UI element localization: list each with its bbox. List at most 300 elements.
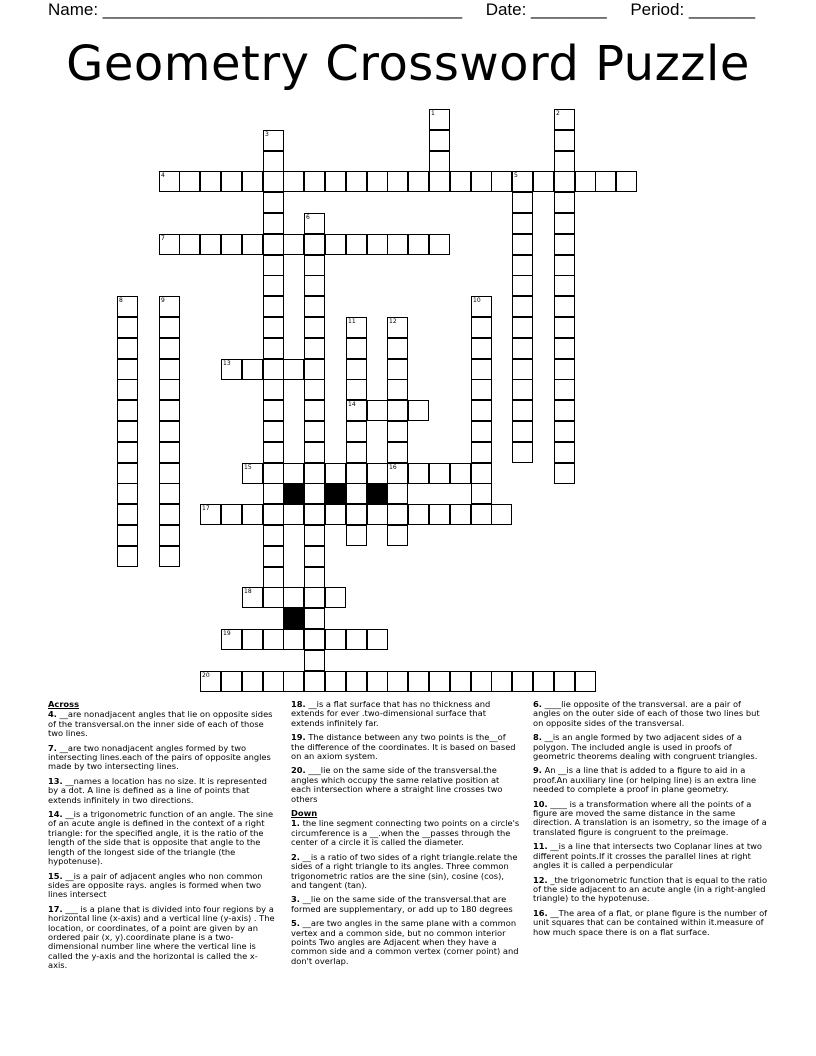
grid-cell[interactable]	[304, 504, 325, 525]
grid-cell[interactable]	[471, 421, 492, 442]
grid-cell[interactable]	[221, 671, 242, 692]
grid-cell[interactable]	[304, 255, 325, 276]
grid-cell[interactable]	[159, 421, 180, 442]
grid-cell[interactable]	[117, 296, 138, 317]
clue-number: 15	[244, 464, 252, 471]
down-clue	[533, 842, 768, 870]
grid-cell[interactable]	[408, 400, 429, 421]
across-clue	[48, 710, 276, 738]
grid-cell[interactable]	[471, 171, 492, 192]
grid-cell[interactable]	[512, 421, 533, 442]
grid-cell[interactable]	[387, 338, 408, 359]
clues-column-2	[291, 700, 521, 971]
down-clue	[533, 876, 768, 904]
grid-cell[interactable]	[429, 504, 450, 525]
grid-cell[interactable]	[367, 671, 388, 692]
grid-cell[interactable]	[554, 671, 575, 692]
grid-cell[interactable]	[117, 400, 138, 421]
clue-number: 1.	[291, 818, 300, 829]
clue-number: 8	[119, 297, 123, 304]
grid-cell[interactable]	[263, 463, 284, 484]
grid-cell[interactable]	[304, 317, 325, 338]
grid-cell[interactable]	[491, 504, 512, 525]
grid-cell[interactable]	[346, 317, 367, 338]
clue-number: 13.	[48, 775, 63, 786]
grid-cell[interactable]	[159, 338, 180, 359]
grid-cell[interactable]	[471, 671, 492, 692]
grid-cell[interactable]	[242, 671, 263, 692]
down-clue	[533, 733, 768, 761]
clue-number: 4.	[48, 709, 57, 720]
grid-cell[interactable]	[159, 234, 180, 255]
grid-cell[interactable]	[159, 463, 180, 484]
clue-text: __is a ratio of two sides of a right triangle.relate the sides of a right triangle to its angles. Three common trigonometric ratios are the sine (sin), cosine (cos), and tangent (tan).	[291, 851, 518, 890]
grid-cell[interactable]	[283, 587, 304, 608]
blocked-cell	[325, 483, 346, 504]
grid-cell[interactable]	[471, 338, 492, 359]
clue-number: 3.	[291, 894, 300, 905]
grid-cell[interactable]	[554, 109, 575, 130]
grid-cell[interactable]	[304, 275, 325, 296]
grid-cell[interactable]	[221, 359, 242, 380]
clue-text: __The area of a flat, or plane figure is the number of unit squares that can be contained within it.measure of how much space there is on a flat surface.	[533, 907, 768, 937]
grid-cell[interactable]	[554, 379, 575, 400]
down-clue-list	[291, 819, 521, 966]
grid-cell[interactable]	[304, 338, 325, 359]
grid-cell[interactable]	[325, 587, 346, 608]
grid-cell[interactable]	[159, 525, 180, 546]
grid-cell[interactable]	[346, 525, 367, 546]
grid-cell[interactable]	[304, 546, 325, 567]
clue-text: __are two angles in the same plane with a common vertex and a common side, but no common interior points Two angles are Adjacent when they have a common side and a common vertex (corner point) and don't overlap.	[291, 918, 519, 966]
grid-cell[interactable]	[263, 504, 284, 525]
grid-cell[interactable]	[283, 234, 304, 255]
grid-cell[interactable]	[263, 567, 284, 588]
grid-cell[interactable]	[512, 338, 533, 359]
grid-cell[interactable]	[429, 671, 450, 692]
grid-cell[interactable]	[117, 463, 138, 484]
grid-cell[interactable]	[304, 608, 325, 629]
grid-cell[interactable]	[159, 379, 180, 400]
grid-cell[interactable]	[325, 671, 346, 692]
grid-cell[interactable]	[367, 463, 388, 484]
down-clue	[533, 700, 768, 728]
grid-cell[interactable]	[263, 442, 284, 463]
grid-cell[interactable]	[117, 442, 138, 463]
grid-cell[interactable]	[263, 421, 284, 442]
grid-cell[interactable]	[554, 463, 575, 484]
grid-cell[interactable]	[554, 338, 575, 359]
grid-cell[interactable]	[346, 483, 367, 504]
grid-cell[interactable]	[304, 483, 325, 504]
grid-cell[interactable]	[283, 359, 304, 380]
grid-cell[interactable]	[283, 504, 304, 525]
clue-text: __is a flat surface that has no thickness and extends for ever .two-dimensional surface that extends infinitely far.	[291, 699, 491, 728]
grid-cell[interactable]	[304, 359, 325, 380]
grid-cell[interactable]	[533, 671, 554, 692]
grid-cell[interactable]	[117, 421, 138, 442]
grid-cell[interactable]	[491, 171, 512, 192]
grid-cell[interactable]	[512, 255, 533, 276]
grid-cell[interactable]	[554, 234, 575, 255]
grid-cell[interactable]	[179, 171, 200, 192]
grid-cell[interactable]	[304, 463, 325, 484]
grid-cell[interactable]	[242, 504, 263, 525]
grid-cell[interactable]	[429, 171, 450, 192]
grid-cell[interactable]	[263, 546, 284, 567]
grid-cell[interactable]	[512, 192, 533, 213]
grid-cell[interactable]	[304, 234, 325, 255]
grid-cell[interactable]	[117, 317, 138, 338]
grid-cell[interactable]	[283, 671, 304, 692]
grid-cell[interactable]	[117, 483, 138, 504]
clue-text: _the trigonometric function that is equal to the ratio of the side adjacent to an acute angle (in a right-angled triangle) to the hypotenuse.	[533, 874, 768, 904]
clue-text: An __is a line that is added to a figure to aid in a proof.An auxiliary line (or helping line) is an extra line needed to complete a proof in plane geometry.	[533, 765, 757, 795]
clue-number: 19.	[291, 732, 306, 743]
blocked-cell	[367, 483, 388, 504]
grid-cell[interactable]	[159, 504, 180, 525]
grid-cell[interactable]	[263, 296, 284, 317]
clue-number: 9.	[533, 765, 542, 776]
grid-cell[interactable]	[346, 338, 367, 359]
grid-cell[interactable]	[263, 338, 284, 359]
grid-cell[interactable]	[200, 234, 221, 255]
grid-cell[interactable]	[242, 234, 263, 255]
clue-text: ____lie opposite of the transversal. are a pair of angles on the outer side of each of those two lines but on opposite sides of the transversal.	[533, 699, 760, 728]
grid-cell[interactable]	[408, 171, 429, 192]
grid-cell[interactable]	[346, 234, 367, 255]
grid-cell[interactable]	[554, 192, 575, 213]
grid-cell[interactable]	[408, 463, 429, 484]
grid-cell[interactable]	[221, 629, 242, 650]
clue-number: 2.	[291, 851, 300, 862]
clue-text: __is a line that intersects two Coplanar lines at two different points.If it crosses the parallel lines at right angles it is called a perpendicular	[533, 841, 762, 871]
grid-cell[interactable]	[512, 400, 533, 421]
down-clue	[291, 853, 521, 891]
grid-cell[interactable]	[471, 442, 492, 463]
clue-number: 9	[161, 297, 165, 304]
blocked-cell	[283, 608, 304, 629]
grid-cell[interactable]	[117, 546, 138, 567]
grid-cell[interactable]	[512, 379, 533, 400]
grid-cell[interactable]	[429, 130, 450, 151]
grid-cell[interactable]	[554, 317, 575, 338]
period-field[interactable]: Period: _______	[630, 0, 756, 19]
grid-cell[interactable]	[304, 442, 325, 463]
grid-cell[interactable]	[429, 234, 450, 255]
clue-number: 17.	[48, 903, 63, 914]
grid-cell[interactable]	[304, 171, 325, 192]
grid-cell[interactable]	[512, 275, 533, 296]
grid-cell[interactable]	[346, 400, 367, 421]
grid-cell[interactable]	[263, 255, 284, 276]
grid-cell[interactable]	[471, 296, 492, 317]
clue-number: 3	[265, 131, 269, 138]
grid-cell[interactable]	[263, 213, 284, 234]
blocked-cell	[283, 483, 304, 504]
grid-cell[interactable]	[387, 504, 408, 525]
grid-cell[interactable]	[408, 671, 429, 692]
grid-cell[interactable]	[387, 234, 408, 255]
grid-cell[interactable]	[471, 504, 492, 525]
grid-cell[interactable]	[367, 171, 388, 192]
grid-cell[interactable]	[304, 629, 325, 650]
grid-cell[interactable]	[242, 629, 263, 650]
grid-cell[interactable]	[450, 504, 471, 525]
across-clue-list	[48, 710, 276, 970]
grid-cell[interactable]	[367, 629, 388, 650]
grid-cell[interactable]	[263, 629, 284, 650]
grid-cell[interactable]	[263, 171, 284, 192]
clue-text: ___lie on the same side of the transversal.the angles which occupy the same relative position at each intersection where a straight line crosses two others	[291, 765, 503, 804]
clue-number: 2	[556, 110, 560, 117]
grid-cell[interactable]	[346, 629, 367, 650]
across-clue	[48, 744, 276, 772]
grid-cell[interactable]	[325, 629, 346, 650]
down-clue	[291, 895, 521, 914]
grid-cell[interactable]	[471, 317, 492, 338]
grid-cell[interactable]	[304, 671, 325, 692]
down-clue-list-continued	[533, 700, 768, 937]
grid-cell[interactable]	[429, 109, 450, 130]
grid-cell[interactable]	[263, 275, 284, 296]
grid-cell[interactable]	[512, 359, 533, 380]
grid-cell[interactable]	[429, 463, 450, 484]
grid-cell[interactable]	[325, 234, 346, 255]
grid-cell[interactable]	[117, 504, 138, 525]
grid-cell[interactable]	[263, 234, 284, 255]
grid-cell[interactable]	[595, 171, 616, 192]
grid-cell[interactable]	[221, 171, 242, 192]
grid-cell[interactable]	[346, 671, 367, 692]
grid-cell[interactable]	[512, 317, 533, 338]
clues-column-3	[533, 700, 768, 942]
grid-cell[interactable]	[117, 379, 138, 400]
grid-cell[interactable]	[283, 629, 304, 650]
grid-cell[interactable]	[283, 171, 304, 192]
grid-cell[interactable]	[304, 525, 325, 546]
grid-cell[interactable]	[263, 192, 284, 213]
grid-cell[interactable]	[283, 463, 304, 484]
grid-cell[interactable]	[200, 171, 221, 192]
grid-cell[interactable]	[408, 234, 429, 255]
grid-cell[interactable]	[304, 379, 325, 400]
clue-text: the line segment connecting two points on a circle's circumference is a __.when the __passes through the center of a circle it is called the diameter.	[291, 818, 520, 848]
clue-text: __are two nonadjacent angles formed by two intersecting lines.each of the pairs of opposite angles made by two intersecting lines.	[48, 742, 271, 772]
grid-cell[interactable]	[263, 379, 284, 400]
clue-number: 20.	[291, 765, 306, 776]
clue-number: 6	[306, 214, 310, 221]
grid-cell[interactable]	[159, 400, 180, 421]
clue-number: 6.	[533, 699, 542, 709]
grid-cell[interactable]	[346, 504, 367, 525]
date-field[interactable]: Date: ________	[485, 0, 607, 19]
grid-cell[interactable]	[117, 525, 138, 546]
grid-cell[interactable]	[304, 650, 325, 671]
grid-cell[interactable]	[263, 400, 284, 421]
grid-cell[interactable]	[387, 317, 408, 338]
clue-number: 5.	[291, 918, 300, 929]
grid-cell[interactable]	[471, 359, 492, 380]
grid-cell[interactable]	[263, 671, 284, 692]
grid-cell[interactable]	[242, 171, 263, 192]
grid-cell[interactable]	[346, 421, 367, 442]
clue-text: __is a pair of adjacent angles who non common sides are opposite rays. angles is formed when two lines intersect	[48, 870, 263, 900]
grid-cell[interactable]	[159, 317, 180, 338]
grid-cell[interactable]	[512, 671, 533, 692]
down-clue	[533, 800, 768, 838]
grid-cell[interactable]	[512, 213, 533, 234]
grid-cell[interactable]	[263, 359, 284, 380]
clue-number: 16.	[533, 907, 548, 918]
grid-cell[interactable]	[117, 338, 138, 359]
grid-cell[interactable]	[554, 130, 575, 151]
grid-cell[interactable]	[616, 171, 637, 192]
grid-cell[interactable]	[159, 296, 180, 317]
clue-text: ___ is a plane that is divided into four regions by a horizontal line (x-axis) and a vertical line (y-axis) . The location, or coordinates, of a point are given by an ordered pair (x, y).coordinate plane is a two-dimensional number line where the vertical line is called the y-axis and the horizontal is called the x-axis.	[48, 903, 275, 971]
grid-cell[interactable]	[554, 255, 575, 276]
grid-cell[interactable]	[554, 213, 575, 234]
grid-cell[interactable]	[491, 671, 512, 692]
clue-text: __is a trigonometric function of an angle. The sine of an acute angle is defined in the context of a right triangle: for the specified angle, it is the ratio of the length of the side that is opposite that angle to the length of the longest side of the triangle (the hypotenuse).	[48, 809, 274, 867]
grid-cell[interactable]	[242, 463, 263, 484]
grid-cell[interactable]	[408, 504, 429, 525]
grid-cell[interactable]	[387, 671, 408, 692]
grid-cell[interactable]	[159, 442, 180, 463]
grid-cell[interactable]	[346, 359, 367, 380]
grid-cell[interactable]	[387, 483, 408, 504]
grid-cell[interactable]	[304, 296, 325, 317]
down-clue	[533, 766, 768, 794]
grid-cell[interactable]	[263, 483, 284, 504]
grid-cell[interactable]	[533, 171, 554, 192]
grid-cell[interactable]	[471, 483, 492, 504]
grid-cell[interactable]	[429, 151, 450, 172]
grid-cell[interactable]	[554, 296, 575, 317]
grid-cell[interactable]	[387, 421, 408, 442]
grid-cell[interactable]	[263, 151, 284, 172]
down-clue	[533, 909, 768, 937]
clue-number: 14.	[48, 809, 63, 820]
grid-cell[interactable]	[387, 379, 408, 400]
grid-cell[interactable]	[450, 463, 471, 484]
grid-cell[interactable]	[387, 359, 408, 380]
across-clue	[48, 810, 276, 866]
grid-cell[interactable]	[325, 504, 346, 525]
grid-cell[interactable]	[367, 504, 388, 525]
grid-cell[interactable]	[263, 130, 284, 151]
down-heading: Down	[291, 808, 318, 819]
grid-cell[interactable]	[263, 587, 284, 608]
grid-cell[interactable]	[179, 234, 200, 255]
across-clue	[48, 872, 276, 900]
clue-number: 1	[431, 110, 435, 117]
grid-cell[interactable]	[159, 483, 180, 504]
grid-cell[interactable]	[554, 171, 575, 192]
grid-cell[interactable]	[471, 400, 492, 421]
grid-cell[interactable]	[471, 463, 492, 484]
grid-cell[interactable]	[221, 234, 242, 255]
clue-text: The distance between any two points is the__of the difference of the coordinates. It is based on based on an axiom system.	[291, 732, 516, 762]
grid-cell[interactable]	[387, 463, 408, 484]
clue-number: 17	[202, 505, 210, 512]
grid-cell[interactable]	[242, 587, 263, 608]
clue-text: __are nonadjacent angles that lie on opposite sides of the transversal.on the inner side of each of those two lines.	[48, 709, 273, 739]
across-clue	[291, 700, 521, 728]
grid-cell[interactable]	[554, 275, 575, 296]
grid-cell[interactable]	[512, 442, 533, 463]
grid-cell[interactable]	[117, 359, 138, 380]
grid-cell[interactable]	[575, 671, 596, 692]
name-field[interactable]: Name: ______________________________________	[48, 0, 463, 19]
clue-number: 4	[161, 172, 165, 179]
clue-number: 20	[202, 672, 210, 679]
grid-cell[interactable]	[346, 463, 367, 484]
grid-cell[interactable]	[304, 400, 325, 421]
grid-cell[interactable]	[346, 171, 367, 192]
grid-cell[interactable]	[450, 171, 471, 192]
grid-cell[interactable]	[512, 234, 533, 255]
clue-number: 10	[473, 297, 481, 304]
grid-cell[interactable]	[200, 671, 221, 692]
clue-text: __names a location has no size. It is represented by a dot. A line is defined as a line of points that extends infinitely in two directions.	[48, 775, 267, 805]
grid-cell[interactable]	[159, 546, 180, 567]
grid-cell[interactable]	[304, 421, 325, 442]
grid-cell[interactable]	[325, 171, 346, 192]
grid-cell[interactable]	[554, 442, 575, 463]
clue-number: 16	[389, 464, 397, 471]
grid-cell[interactable]	[221, 504, 242, 525]
grid-cell[interactable]	[387, 442, 408, 463]
grid-cell[interactable]	[450, 671, 471, 692]
grid-cell[interactable]	[263, 525, 284, 546]
grid-cell[interactable]	[263, 317, 284, 338]
across-clue-list-continued	[291, 700, 521, 804]
across-clue	[48, 905, 276, 971]
grid-cell[interactable]	[304, 213, 325, 234]
across-clue	[48, 777, 276, 805]
grid-cell[interactable]	[367, 234, 388, 255]
clue-number: 15.	[48, 870, 63, 881]
grid-cell[interactable]	[304, 587, 325, 608]
across-clue	[291, 733, 521, 761]
across-heading: Across	[48, 699, 80, 709]
grid-cell[interactable]	[575, 171, 596, 192]
grid-cell[interactable]	[346, 442, 367, 463]
grid-cell[interactable]	[242, 359, 263, 380]
grid-cell[interactable]	[346, 379, 367, 400]
grid-cell[interactable]	[367, 400, 388, 421]
grid-cell[interactable]	[554, 151, 575, 172]
grid-cell[interactable]	[387, 400, 408, 421]
grid-cell[interactable]	[159, 359, 180, 380]
grid-cell[interactable]	[325, 463, 346, 484]
grid-cell[interactable]	[387, 171, 408, 192]
grid-cell[interactable]	[200, 504, 221, 525]
grid-cell[interactable]	[554, 359, 575, 380]
grid-cell[interactable]	[554, 421, 575, 442]
clue-number: 18.	[291, 699, 306, 709]
grid-cell[interactable]	[512, 171, 533, 192]
grid-cell[interactable]	[471, 379, 492, 400]
clue-text: __is an angle formed by two adjacent sides of a polygon. The included angle is used in proofs of geometric theorems dealing with congruent triangles.	[533, 732, 758, 762]
grid-cell[interactable]	[387, 525, 408, 546]
grid-cell[interactable]	[159, 171, 180, 192]
grid-cell[interactable]	[512, 296, 533, 317]
across-clue	[291, 766, 521, 804]
grid-cell[interactable]	[304, 567, 325, 588]
grid-cell[interactable]	[554, 400, 575, 421]
